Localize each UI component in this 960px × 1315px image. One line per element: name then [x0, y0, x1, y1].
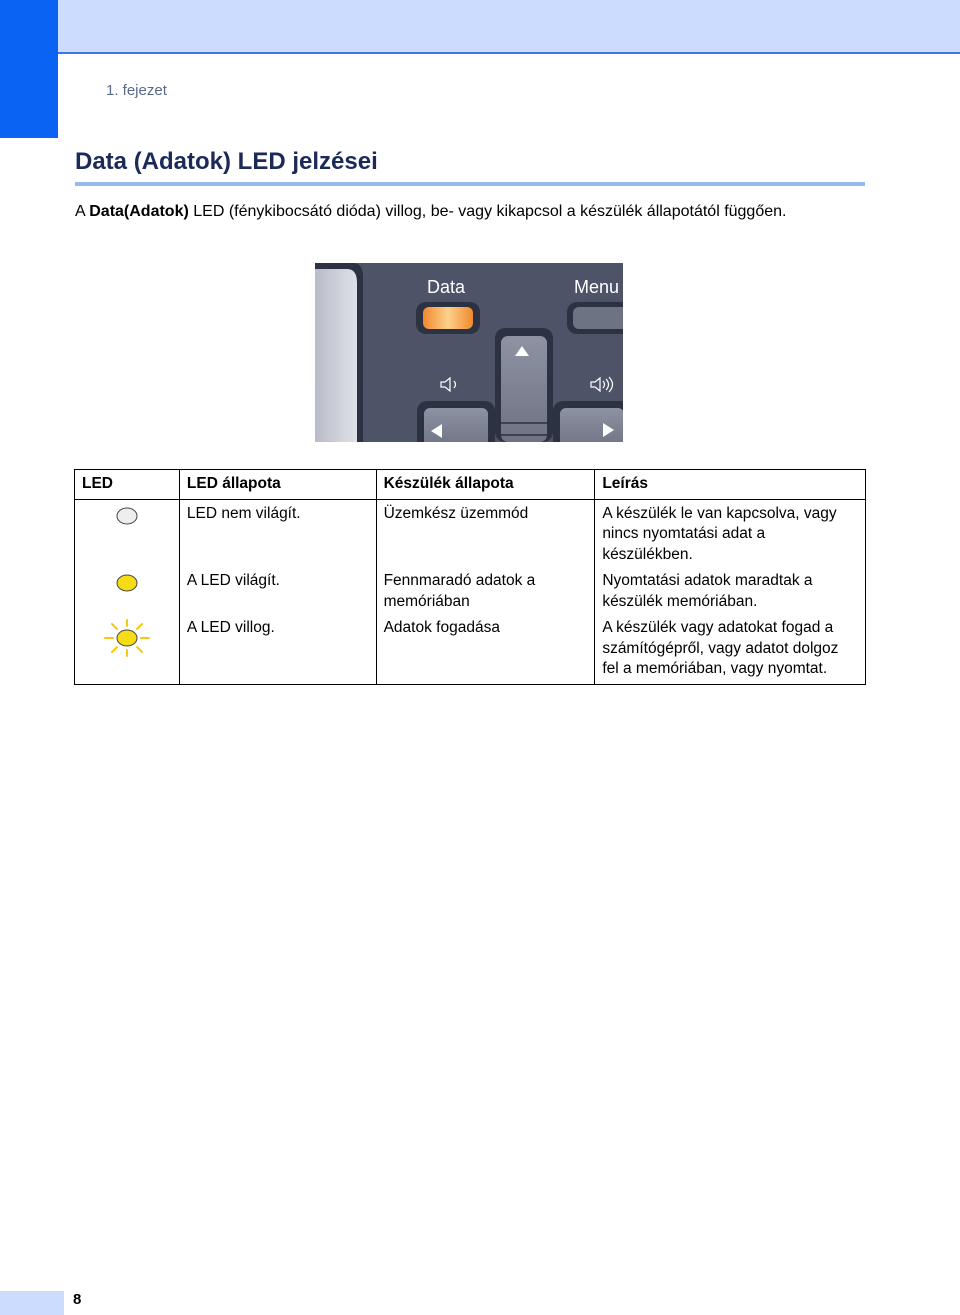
led-off-icon — [114, 504, 140, 526]
title-rule — [75, 182, 865, 186]
table-row — [75, 567, 866, 614]
column-header-description: Leírás — [595, 470, 866, 500]
panel-data-label: Data — [427, 277, 466, 297]
intro-paragraph — [75, 200, 865, 223]
column-header-device-state: Készülék állapota — [376, 470, 595, 500]
led-status-table — [74, 469, 866, 685]
column-header-led: LED — [75, 470, 180, 500]
chapter-label: 1. fejezet — [106, 82, 167, 99]
device-state-cell: Adatok fogadása — [376, 614, 595, 684]
led-cell — [75, 567, 180, 614]
led-state-cell: A LED világít. — [179, 567, 376, 614]
device-state-cell: Üzemkész üzemmód — [376, 499, 595, 567]
led-cell — [75, 614, 180, 684]
section-title: Data (Adatok) LED jelzései — [75, 148, 378, 175]
intro-bold: Data(Adatok) — [89, 203, 189, 220]
page-number: 8 — [73, 1291, 82, 1308]
header-band — [0, 0, 960, 54]
chapter-tab — [0, 0, 58, 138]
panel-menu-label: Menu — [574, 277, 620, 297]
led-on-icon — [114, 571, 140, 593]
column-header-led-state: LED állapota — [179, 470, 376, 500]
led-state-cell: LED nem világít. — [179, 499, 376, 567]
table-header-row — [75, 470, 866, 500]
data-led — [423, 307, 473, 329]
control-panel-image — [315, 263, 623, 442]
header-rule — [58, 52, 960, 54]
description-cell: A készülék vagy adatokat fogad a számítógépről, vagy adatot dolgoz fel a memóriában, vagy nyomtat. — [595, 614, 866, 684]
intro-rest: LED (fénykibocsátó dióda) villog, be- vagy kikapcsol a készülék állapotától függően. — [188, 203, 787, 220]
led-state-cell: A LED villog. — [179, 614, 376, 684]
description-cell: Nyomtatási adatok maradtak a készülék memóriában. — [595, 567, 866, 614]
menu-button — [573, 307, 623, 329]
page-number-band — [0, 1291, 64, 1315]
device-state-cell: Fennmaradó adatok a memóriában — [376, 567, 595, 614]
table-row — [75, 499, 866, 567]
led-cell — [75, 499, 180, 567]
description-cell: A készülék le van kapcsolva, vagy nincs nyomtatási adat a készülékben. — [595, 499, 866, 567]
table-row — [75, 614, 866, 684]
led-blinking-icon — [103, 618, 151, 658]
intro-prefix: A — [75, 203, 90, 220]
